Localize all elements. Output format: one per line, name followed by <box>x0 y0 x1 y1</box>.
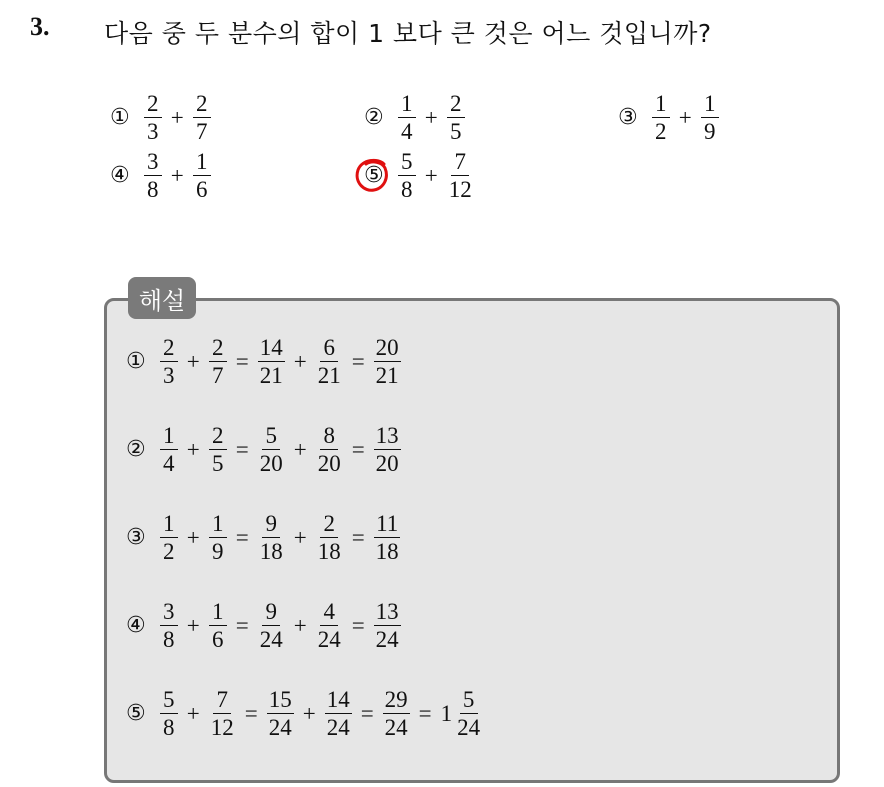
fraction: $\frac{2}{5}$ <box>209 424 227 475</box>
result-fraction: $\frac{11}{18}$ <box>375 511 399 564</box>
choice-2[interactable] <box>364 92 469 143</box>
answer-circle-mark <box>354 156 392 194</box>
fraction: $\frac{7}{12}$ <box>210 687 234 740</box>
plus-sign: + <box>302 700 316 726</box>
fraction: $\frac{1}{4}$ <box>160 424 178 475</box>
plus-sign: + <box>293 348 307 374</box>
equals-sign: = <box>235 524 249 550</box>
solution-row-5 <box>126 688 486 739</box>
result-fraction: $\frac{13}{20}$ <box>375 423 399 476</box>
fraction: $\frac{14}{21}$ <box>259 335 283 388</box>
row-label: ⑤ <box>126 701 146 726</box>
plus-sign: + <box>293 524 307 550</box>
plus-sign: + <box>293 612 307 638</box>
fraction: $\frac{1}{9}$ <box>701 92 719 143</box>
plus-sign: + <box>424 104 438 130</box>
fraction: $\frac{1}{2}$ <box>160 512 178 563</box>
plus-sign: + <box>293 436 307 462</box>
choice-1[interactable] <box>110 92 215 143</box>
choice-label: ④ <box>110 163 130 188</box>
solution-row-4 <box>126 600 405 651</box>
fraction: $\frac{6}{21}$ <box>317 335 341 388</box>
plus-sign: + <box>170 162 184 188</box>
row-label: ④ <box>126 613 146 638</box>
solution-row-2 <box>126 424 405 475</box>
fraction: $\frac{1}{4}$ <box>398 92 416 143</box>
fraction: $\frac{1}{9}$ <box>209 512 227 563</box>
fraction: $\frac{8}{20}$ <box>317 423 341 476</box>
fraction: $\frac{1}{6}$ <box>193 150 211 201</box>
solution-row-1 <box>126 336 405 387</box>
fraction: $\frac{2}{18}$ <box>317 511 341 564</box>
row-label: ① <box>126 349 146 374</box>
plus-sign: + <box>170 104 184 130</box>
plus-sign: + <box>186 436 200 462</box>
fraction: $\frac{2}{3}$ <box>144 92 162 143</box>
equals-sign: = <box>351 436 365 462</box>
fraction: $\frac{3}{8}$ <box>144 150 162 201</box>
equals-sign: = <box>244 700 258 726</box>
fraction: $\frac{15}{24}$ <box>268 687 292 740</box>
equals-sign: = <box>235 348 249 374</box>
fraction: $\frac{14}{24}$ <box>326 687 350 740</box>
equals-sign: = <box>235 612 249 638</box>
mixed-whole: 1 <box>440 700 453 726</box>
result-fraction: $\frac{13}{24}$ <box>375 599 399 652</box>
equals-sign: = <box>351 524 365 550</box>
fraction: $\frac{4}{24}$ <box>317 599 341 652</box>
equals-sign: = <box>351 612 365 638</box>
equals-sign: = <box>235 436 249 462</box>
choice-label: ② <box>364 105 384 130</box>
fraction: $\frac{1}{6}$ <box>209 600 227 651</box>
row-label: ③ <box>126 525 146 550</box>
choice-3[interactable] <box>618 92 723 143</box>
fraction: $\frac{9}{24}$ <box>259 599 283 652</box>
mixed-fraction: $\frac{5}{24}$ <box>457 687 481 740</box>
plus-sign: + <box>424 162 438 188</box>
equals-sign: = <box>351 348 365 374</box>
fraction: $\frac{9}{18}$ <box>259 511 283 564</box>
result-fraction: $\frac{20}{21}$ <box>375 335 399 388</box>
question-text: 다음 중 두 분수의 합이 1 보다 큰 것은 어느 것입니까? <box>104 19 712 48</box>
choice-label: ③ <box>618 105 638 130</box>
fraction: $\frac{29}{24}$ <box>384 687 408 740</box>
fraction: $\frac{7}{12}$ <box>448 149 472 202</box>
fraction: $\frac{1}{2}$ <box>652 92 670 143</box>
choice-4[interactable] <box>110 150 215 201</box>
solution-row-3 <box>126 512 405 563</box>
plus-sign: + <box>186 612 200 638</box>
choice-label: ⑤ <box>364 163 384 188</box>
fraction: $\frac{2}{7}$ <box>193 92 211 143</box>
solution-tag: 해설 <box>128 277 196 319</box>
row-label: ② <box>126 437 146 462</box>
plus-sign: + <box>186 524 200 550</box>
fraction: $\frac{2}{7}$ <box>209 336 227 387</box>
equals-sign: = <box>360 700 374 726</box>
plus-sign: + <box>678 104 692 130</box>
equals-sign: = <box>418 700 432 726</box>
fraction: $\frac{5}{8}$ <box>398 150 416 201</box>
fraction: $\frac{5}{20}$ <box>259 423 283 476</box>
plus-sign: + <box>186 700 200 726</box>
plus-sign: + <box>186 348 200 374</box>
question-number: 3. <box>30 12 50 41</box>
fraction: $\frac{5}{8}$ <box>160 688 178 739</box>
choice-label: ① <box>110 105 130 130</box>
fraction: $\frac{2}{3}$ <box>160 336 178 387</box>
fraction: $\frac{2}{5}$ <box>447 92 465 143</box>
fraction: $\frac{3}{8}$ <box>160 600 178 651</box>
